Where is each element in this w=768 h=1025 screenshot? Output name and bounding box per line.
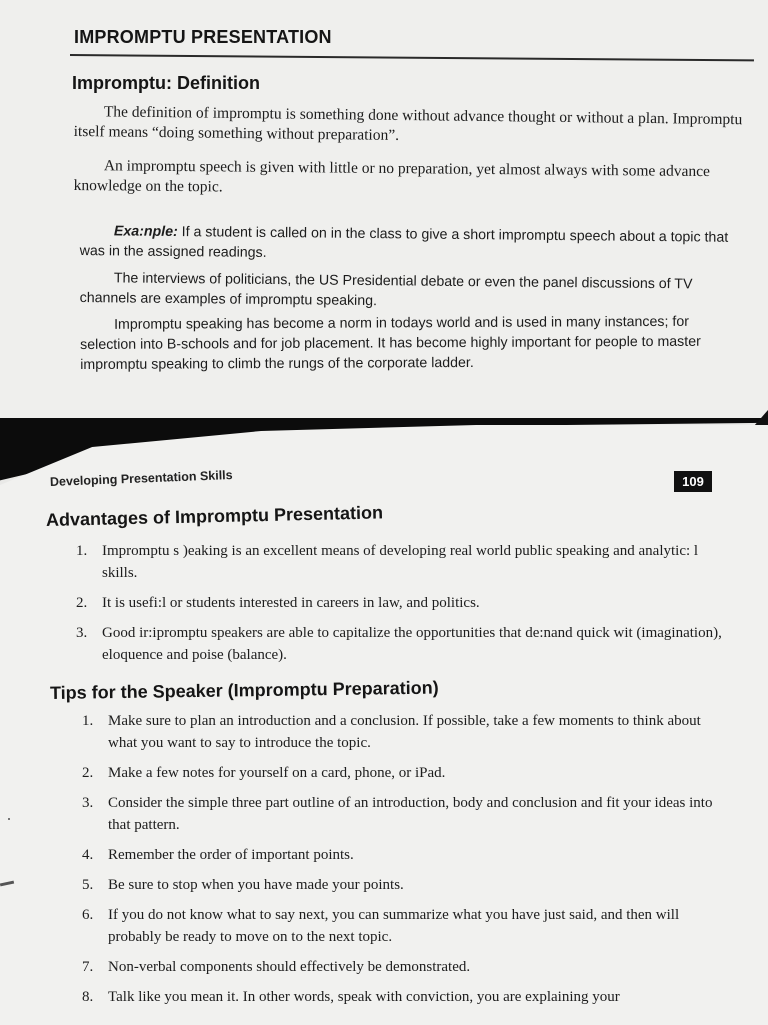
speech-paragraph: An impromptu speech is given with little or no preparation, yet almost always with some advance knowledge on the topic. [73, 157, 711, 196]
advantage-item: 3. Good ir:ipromptu speakers are able to capitalize the opportunities that de:nand quick wit (imagination), eloquence and poise (balance). [76, 625, 722, 663]
tips-list [82, 710, 730, 1016]
running-head: Developing Presentation Skills [49, 467, 233, 489]
definition-heading: Impromptu: Definition [72, 73, 260, 93]
advantages-list [76, 540, 722, 674]
advantage-item: 2. It is usefi:l or students interested in careers in law, and politics. [76, 595, 480, 611]
example-text: If a student is called on in the class to give a short impromptu speech about a topic that was in the assigned readings. [79, 224, 729, 261]
tip-item: 1. Make sure to plan an introduction and a conclusion. If possible, take a few moments to think about what you want to say to introduce the topic. [82, 713, 701, 751]
example-paragraph [80, 221, 748, 268]
tip-item: 8. Talk like you mean it. In other words, speak with conviction, you are explaining your [82, 989, 620, 1005]
page-number-badge: 109 [674, 471, 712, 492]
advantage-item: 1. Impromptu s )eaking is an excellent means of developing real world public speaking and analytic: l skills. [76, 543, 699, 581]
norm-paragraph: Impromptu speaking has become a norm in todays world and is used in many instances; for selection into B-schools and for job placement. It has become highly important for people to master impromptu speaking to climb the rungs of the corporate ladder. [80, 313, 701, 373]
example-label: Exa:nple: [113, 223, 178, 241]
definition-paragraph: The definition of impromptu is something done without advance thought or without a plan. Impromptu itself means “doing something without preparation”. [73, 103, 743, 144]
tip-item: 5. Be sure to stop when you have made your points. [82, 877, 404, 893]
tip-item: 2. Make a few notes for yourself on a card, phone, or iPad. [82, 765, 446, 781]
tips-heading: Tips for the Speaker (Impromptu Preparation) [49, 677, 439, 703]
tip-item: 7. Non-verbal components should effectively be demonstrated. [82, 959, 471, 975]
advantages-heading: Advantages of Impromptu Presentation [45, 502, 384, 530]
margin-dot [8, 818, 10, 820]
chapter-header-title: IMPROMPTU PRESENTATION [74, 27, 332, 47]
tip-item: 6. If you do not know what to say next, you can summarize what you have just said, and then will probably be ready to move on to the next topic. [82, 907, 680, 945]
tip-item: 4. Remember the order of important points. [82, 847, 354, 863]
interviews-paragraph: The interviews of politicians, the US Presidential debate or even the panel discussions of TV channels are examples of impromptu speaking. [79, 270, 693, 310]
tip-item: 3. Consider the simple three part outline of an introduction, body and conclusion and fit your ideas into that pattern. [82, 795, 713, 833]
